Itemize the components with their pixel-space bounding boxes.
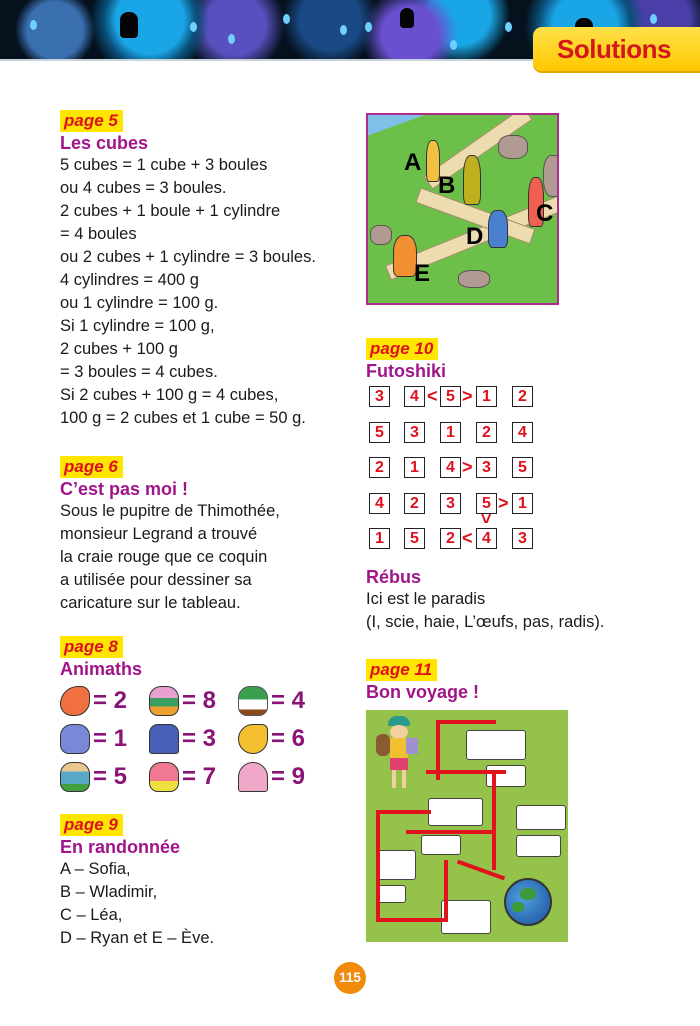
- section-title: En randonnée: [60, 837, 181, 857]
- animaths-item: [238, 762, 319, 792]
- futoshiki-cell: 2: [369, 457, 390, 478]
- solution-path: [376, 810, 380, 920]
- maze-block: [516, 835, 561, 857]
- text-line: 2 cubes + 1 boule + 1 cylindre: [60, 202, 281, 220]
- animaths-row: [60, 682, 320, 720]
- blue-horned-monster-icon: [60, 724, 90, 754]
- futoshiki-cell: 2: [440, 528, 461, 549]
- section-title: Rébus: [366, 567, 422, 587]
- futoshiki-cell: 5: [512, 457, 533, 478]
- label-d: D: [466, 223, 484, 250]
- page-tag: page 11: [366, 659, 437, 681]
- page-tag: page 10: [366, 338, 438, 360]
- text-line: 2 cubes + 100 g: [60, 340, 178, 358]
- animaths-value: = 1: [93, 725, 128, 752]
- text-line: 4 cylindres = 400 g: [60, 271, 199, 289]
- animaths-value: = 5: [93, 763, 128, 790]
- pink-crab-icon: [149, 762, 179, 792]
- maze-illustration: [366, 710, 568, 942]
- text-line: = 4 boules: [60, 225, 137, 243]
- section-page5: [60, 110, 316, 430]
- footprint-icon: [505, 22, 512, 32]
- futoshiki-cell: 2: [404, 493, 425, 514]
- label-a: A: [404, 149, 422, 176]
- futoshiki-cell: 5: [440, 386, 461, 407]
- label-c: C: [536, 200, 554, 227]
- page-tag: page 9: [60, 814, 123, 836]
- futoshiki-cell: 1: [440, 422, 461, 443]
- animaths-item: [60, 724, 141, 754]
- text-line: ou 4 cubes = 3 boules.: [60, 179, 227, 197]
- text-line: la craie rouge que ce coquin: [60, 548, 268, 566]
- page-tag: page 6: [60, 456, 123, 478]
- futoshiki-cell: 3: [476, 457, 497, 478]
- text-line: 5 cubes = 1 cube + 3 boules: [60, 156, 268, 174]
- futoshiki-cell: 3: [440, 493, 461, 514]
- text-line: C – Léa,: [60, 906, 123, 924]
- text-line: Ici est le paradis: [366, 590, 486, 608]
- greater-than-sign: >: [498, 492, 509, 513]
- maze-block: [428, 798, 483, 826]
- footprint-icon: [650, 14, 657, 24]
- text-line: a utilisée pour dessiner sa: [60, 571, 252, 589]
- rock: [458, 270, 490, 288]
- footprint-icon: [283, 14, 290, 24]
- text-line: (I, scie, haie, L’œufs, pas, radis).: [366, 613, 605, 631]
- footprint-icon: [228, 34, 235, 44]
- page-title: Solutions: [557, 33, 671, 64]
- pink-plant-creature-icon: [149, 686, 179, 716]
- text-line: Si 1 cylindre = 100 g,: [60, 317, 215, 335]
- less-than-sign: <: [462, 528, 473, 548]
- animaths-item: [60, 686, 141, 716]
- label-b: B: [438, 172, 456, 199]
- footprint-icon: [30, 20, 37, 30]
- maze-block: [376, 885, 406, 903]
- animaths-value: = 4: [271, 687, 306, 714]
- solution-path: [444, 860, 448, 922]
- footprint-icon: [190, 22, 197, 32]
- less-than-sign: <: [427, 386, 438, 406]
- text-line: = 3 boules = 4 cubes.: [60, 363, 218, 381]
- section-title: C’est pas moi !: [60, 479, 189, 499]
- mushroom-turtle-icon: [60, 762, 90, 792]
- futoshiki-cell: 2: [476, 422, 497, 443]
- animaths-item: [149, 686, 230, 716]
- label-e: E: [414, 260, 431, 287]
- section-rebus: [366, 566, 604, 634]
- solution-path: [376, 918, 446, 922]
- animaths-value: = 7: [182, 763, 217, 790]
- animaths-value: = 9: [271, 763, 306, 790]
- animaths-grid: [60, 682, 320, 796]
- futoshiki-cell: 4: [404, 386, 425, 407]
- maze-block: [466, 730, 526, 760]
- animaths-value: = 2: [93, 687, 128, 714]
- palm-tree-creature-icon: [238, 686, 268, 716]
- animaths-value: = 3: [182, 725, 217, 752]
- page-tag: page 8: [60, 636, 123, 658]
- text-line: 100 g = 2 cubes et 1 cube = 50 g.: [60, 409, 306, 427]
- section-body: [366, 588, 604, 634]
- solution-path: [457, 860, 505, 881]
- text-line: Si 2 cubes + 100 g = 4 cubes,: [60, 386, 279, 404]
- text-line: Sous le pupitre de Thimothée,: [60, 502, 280, 520]
- animaths-item: [238, 686, 319, 716]
- futoshiki-cell: 2: [512, 386, 533, 407]
- hiker-girl-icon: [376, 716, 422, 796]
- footprint-icon: [365, 22, 372, 32]
- section-page6: [60, 456, 280, 615]
- section-title: Bon voyage !: [366, 682, 480, 702]
- page-tag: page 5: [60, 110, 123, 132]
- futoshiki-cell: 4: [512, 422, 533, 443]
- animaths-value: = 6: [271, 725, 306, 752]
- animaths-item: [238, 724, 319, 754]
- futoshiki-cell: 5: [369, 422, 390, 443]
- solution-path: [376, 810, 431, 814]
- maze-block: [376, 850, 416, 880]
- futoshiki-cell: 1: [476, 386, 497, 407]
- text-line: A – Sofia,: [60, 860, 131, 878]
- rock: [543, 155, 559, 197]
- animaths-item: [60, 762, 141, 792]
- animaths-row: [60, 758, 320, 796]
- hiker-wladimir: [463, 155, 481, 205]
- greater-than-sign: >: [462, 457, 473, 477]
- futoshiki-cell: 5: [404, 528, 425, 549]
- text-line: ou 2 cubes + 1 cylindre = 3 boules.: [60, 248, 316, 266]
- maze-block: [441, 900, 491, 934]
- section-title: Les cubes: [60, 133, 149, 153]
- section-title: Animaths: [60, 659, 143, 679]
- futoshiki-cell: 3: [404, 422, 425, 443]
- maze-block: [516, 805, 566, 830]
- thief-silhouette-icon: [400, 8, 414, 28]
- hiking-illustration: [366, 113, 559, 305]
- futoshiki-cell: 3: [512, 528, 533, 549]
- pink-tree-creature-icon: [238, 762, 268, 792]
- futoshiki-cell: 4: [369, 493, 390, 514]
- greater-than-sign-vertical: >: [475, 512, 496, 524]
- section-title: Futoshiki: [366, 361, 446, 381]
- futoshiki-cell: 1: [404, 457, 425, 478]
- animaths-value: = 8: [182, 687, 217, 714]
- maze-block: [421, 835, 461, 855]
- rock: [498, 135, 528, 159]
- globe-icon: [504, 878, 552, 926]
- rock: [370, 225, 392, 245]
- orange-fish-icon: [60, 686, 90, 716]
- text-line: B – Wladimir,: [60, 883, 158, 901]
- section-body: [60, 500, 280, 615]
- footprint-icon: [340, 25, 347, 35]
- section-page9: [60, 814, 214, 950]
- futoshiki-cell: 1: [512, 493, 533, 514]
- greater-than-sign: >: [462, 386, 473, 406]
- section-body: [60, 154, 316, 430]
- thief-silhouette-icon: [120, 12, 138, 38]
- text-line: D – Ryan et E – Ève.: [60, 929, 215, 947]
- blue-box-monster-icon: [149, 724, 179, 754]
- text-line: monsieur Legrand a trouvé: [60, 525, 258, 543]
- futoshiki-cell: 3: [369, 386, 390, 407]
- solutions-tab: [533, 27, 700, 71]
- text-line: caricature sur le tableau.: [60, 594, 241, 612]
- solution-path: [406, 830, 496, 834]
- text-line: ou 1 cylindre = 100 g.: [60, 294, 219, 312]
- footprint-icon: [450, 40, 457, 50]
- futoshiki-cell: 4: [476, 528, 497, 549]
- animaths-row: [60, 720, 320, 758]
- futoshiki-cell: 4: [440, 457, 461, 478]
- animaths-item: [149, 724, 230, 754]
- yellow-snake-icon: [238, 724, 268, 754]
- section-page10: [366, 338, 446, 382]
- hiker-ryan: [488, 210, 508, 248]
- solution-path: [436, 720, 496, 724]
- solution-path: [492, 770, 496, 870]
- section-body: [60, 858, 214, 950]
- section-page11: [366, 659, 479, 703]
- animaths-item: [149, 762, 230, 792]
- futoshiki-cell: 1: [369, 528, 390, 549]
- page-number-badge: 115: [334, 962, 366, 994]
- section-page8: [60, 636, 142, 680]
- futoshiki-cell: 5: [476, 493, 497, 514]
